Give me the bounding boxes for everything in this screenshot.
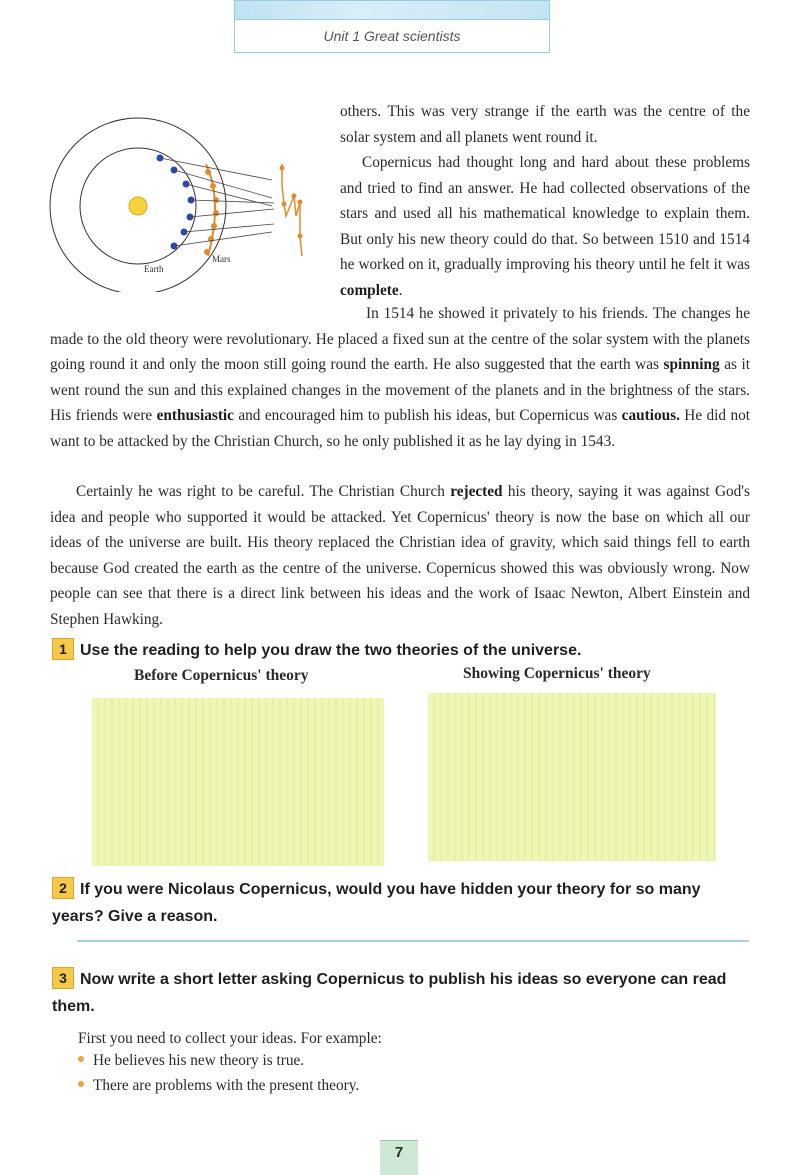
- sun-icon: [129, 197, 147, 215]
- paragraph-2: Copernicus had thought long and hard about these problems and tried to find an answer. He had collected observations of the stars and used all his mathematical knowledge to explain them. But only his new theory could do that. So between 1510 and 1514 he worked on it, gradually improving his theory until he felt it was complete.: [340, 154, 750, 299]
- earth-positions: [157, 155, 195, 250]
- column-title-before: Before Copernicus' theory: [134, 667, 309, 684]
- keyword-spinning: spinning: [663, 356, 720, 373]
- header-decoration: [234, 0, 550, 19]
- drawing-area-showing[interactable]: [428, 693, 716, 861]
- paragraph-1: others. This was very strange if the earth was the centre of the solar system and all planets went round it.: [340, 103, 750, 146]
- bullet-icon: [78, 1081, 84, 1087]
- task-3: 3 Now write a short letter asking Copernicus to publish his ideas so everyone can read them.: [52, 966, 762, 1020]
- bullet-icon: [78, 1056, 84, 1062]
- task-2: 2 If you were Nicolaus Copernicus, would you have hidden your theory for so many years? Give a reason.: [52, 876, 752, 930]
- earth-label: Earth: [144, 264, 164, 274]
- keyword-complete: complete: [340, 281, 399, 299]
- task-number: 3: [52, 967, 74, 989]
- answer-line[interactable]: [77, 940, 749, 942]
- keyword-cautious: cautious.: [621, 407, 680, 424]
- mars-label: Mars: [212, 254, 231, 264]
- drawing-area-before[interactable]: [92, 698, 384, 866]
- paragraph-3: In 1514 he showed it privately to his friends. The changes he made to the old theory were revolutionary. He placed a fixed sun at the centre of the solar system with the planets going round it and only the moon still going round the earth. He also suggested that the earth was spinning as it went round the sun and this explained changes in the movement of the planets and in the brightness of the stars. His friends were enthusiastic and encouraged him to publish his ideas, but Copernicus was cautious. He did not want to be attacked by the Christian Church, so he only published it as he lay dying in 1543.: [50, 305, 750, 450]
- idea-bullet-1: He believes his new theory is true.: [78, 1052, 304, 1070]
- apparent-mars-path: [282, 164, 302, 256]
- column-title-showing: Showing Copernicus' theory: [463, 665, 651, 682]
- idea-bullet-2: There are problems with the present theory.: [78, 1077, 359, 1095]
- task-3-intro: First you need to collect your ideas. For example:: [78, 1030, 382, 1047]
- mars-arc: [206, 164, 215, 256]
- page-number: 7: [380, 1140, 418, 1175]
- keyword-enthusiastic: enthusiastic: [156, 407, 234, 424]
- task-number: 2: [52, 877, 74, 899]
- unit-title: Unit 1 Great scientists: [234, 19, 550, 53]
- orbit-diagram: [48, 106, 330, 292]
- task-1: 1 Use the reading to help you draw the two theories of the universe.: [52, 637, 752, 664]
- task-number: 1: [52, 638, 74, 660]
- keyword-rejected: rejected: [450, 483, 503, 500]
- paragraph-4: Certainly he was right to be careful. The Christian Church rejected his theory, saying it was against God's idea and people who supported it would be attacked. Yet Copernicus' theory is now the base on which all our ideas of the universe are built. His theory replaced the Christian idea of gravity, which said things fell to earth because God created the earth as the centre of the universe. Copernicus showed this was obviously wrong. Now people can see that there is a direct link between his ideas and the work of Isaac Newton, Albert Einstein and Stephen Hawking.: [50, 483, 750, 628]
- unit-header: [234, 0, 550, 52]
